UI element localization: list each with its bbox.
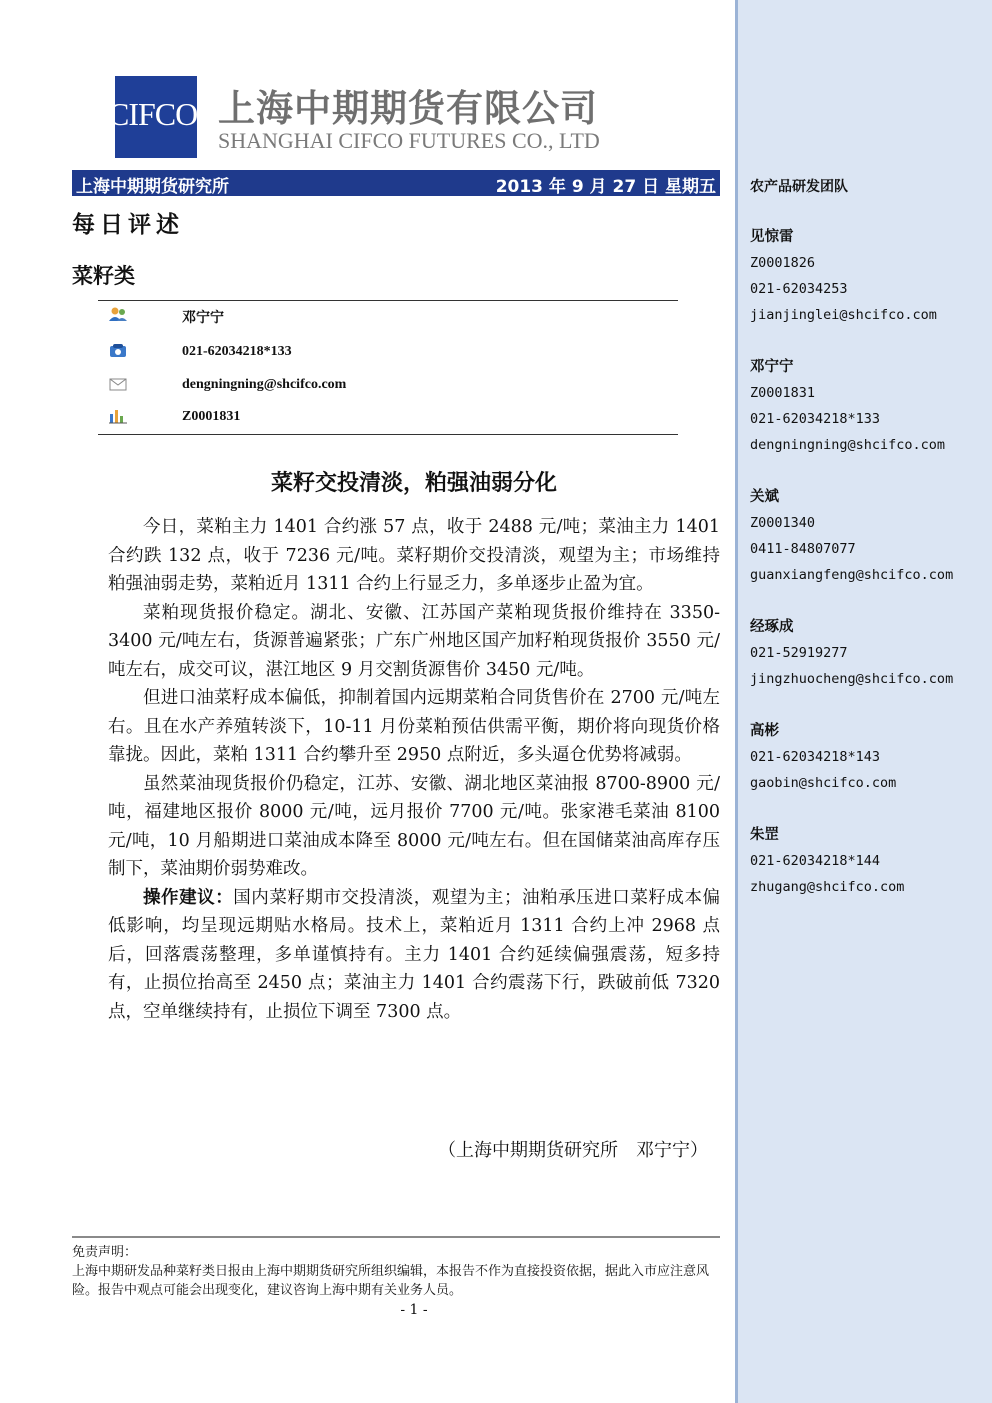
paragraph-text: 菜粕现货报价稳定。湖北、安徽、江苏国产菜粕现货报价维持在 3350-3400 元/吨左右，货源普遍紧张；广东广州地区国产加籽粕现货报价 3550 元/吨左右，成交可议，湛江地区 9 月交割货源售价 3450 元/吨。	[108, 602, 720, 680]
contact-name: 邓宁宁	[750, 359, 794, 375]
disclaimer-text: 上海中期研发品种菜籽类日报由上海中期期货研究所组织编辑，本报告不作为直接投资依据，据此入市应注意风险。报告中观点可能会出现变化，建议咨询上海中期有关业务人员。	[72, 1264, 710, 1298]
contact-phone: 021-62034218*144	[750, 853, 881, 869]
contact-card	[750, 484, 953, 588]
contact-card	[750, 614, 953, 692]
report-type: 每日评述	[72, 212, 184, 238]
contact-email[interactable]: dengningning@shcifco.com	[750, 437, 946, 453]
company-name-en: SHANGHAI CIFCO FUTURES CO., LTD	[218, 128, 600, 153]
contact-phone: 021-62034218*133	[750, 411, 881, 427]
author-email[interactable]: dengningning@shcifco.com	[182, 377, 347, 392]
author-phone: 021-62034218*133	[182, 344, 292, 359]
contact-card	[750, 822, 904, 900]
author-phone-row	[98, 341, 678, 371]
author-name-row	[98, 304, 678, 334]
contact-email[interactable]: jingzhuocheng@shcifco.com	[750, 671, 954, 687]
contact-name: 关斌	[750, 489, 779, 505]
author-name: 邓宁宁	[182, 311, 224, 326]
contact-card	[750, 354, 945, 458]
article-body	[108, 513, 720, 1026]
article-title: 菜籽交投清淡，粕强油弱分化	[270, 471, 557, 496]
mail-icon	[108, 376, 128, 392]
contact-card	[750, 718, 896, 796]
page-number: - 1 -	[400, 1302, 428, 1318]
contact-license: Z0001831	[750, 385, 816, 401]
divider	[72, 1236, 720, 1238]
contact-card	[750, 224, 937, 328]
report-date: 2013 年 9 月 27 日 星期五	[495, 177, 716, 197]
paragraph	[108, 513, 720, 599]
contact-email[interactable]: gaobin@shcifco.com	[750, 775, 897, 791]
institute-name: 上海中期期货研究所	[76, 177, 229, 197]
contact-name: 经琢成	[750, 619, 794, 635]
license-icon	[108, 408, 128, 424]
disclaimer	[72, 1243, 720, 1300]
contact-license: Z0001826	[750, 255, 816, 271]
paragraph-text: 国内菜籽期市交投清淡，观望为主；油粕承压进口菜籽成本偏低影响，均呈现远期贴水格局。技术上，菜粕近月 1311 合约上冲 2968 点后，回落震荡整理，多单谨慎持有。主力 1401 合约延续偏强震荡，短多持有，止损位抬高至 2450 点；菜油主力 1401 合约震荡下行，跌破前低 7320 点，空单继续持有，止损位下调至 7300 点。	[108, 887, 721, 1022]
signature: （上海中期期货研究所 邓宁宁）	[438, 1140, 708, 1161]
phone-icon	[108, 343, 128, 359]
contact-email[interactable]: guanxiangfeng@shcifco.com	[750, 567, 954, 583]
disclaimer-heading: 免责声明：	[72, 1245, 138, 1260]
paragraph-text: 虽然菜油现货报价仍稳定，江苏、安徽、湖北地区菜油报 8700-8900 元/吨，福建地区报价 8000 元/吨，远月报价 7700 元/吨。张家港毛菜油 8100 元/吨，10 月船期进口菜油成本降至 8000 元/吨左右。但在国储菜油高库存压制下，菜油期价弱势难改。	[108, 773, 720, 879]
paragraph	[108, 770, 720, 884]
author-license: Z0001831	[182, 409, 241, 424]
paragraph-text: 但进口油菜籽成本偏低，抑制着国内远期菜粕合同货售价在 2700 元/吨左右。且在水产养殖转淡下，10-11 月份菜粕预估供需平衡，期价将向现货价格靠拢。因此，菜粕 1311 合约攀升至 2950 点附近，多头逼仓优势将减弱。	[108, 688, 720, 765]
header-bar	[72, 170, 720, 196]
paragraph	[108, 684, 720, 770]
contact-email[interactable]: zhugang@shcifco.com	[750, 879, 905, 895]
paragraph	[108, 599, 720, 685]
author-license-row	[98, 406, 678, 436]
contact-email[interactable]: jianjinglei@shcifco.com	[750, 307, 937, 323]
company-name-cn: 上海中期期货有限公司	[218, 87, 598, 130]
advice-lead: 操作建议：	[143, 887, 234, 908]
author-info-box	[98, 300, 678, 435]
author-email-row	[98, 374, 678, 404]
logo-text: CIFCO	[108, 96, 198, 132]
contact-phone: 021-62034253	[750, 281, 848, 297]
contact-phone: 021-52919277	[750, 645, 848, 661]
contact-name: 见惊雷	[750, 229, 794, 245]
category-title: 菜籽类	[72, 264, 135, 288]
paragraph-text: 今日，菜粕主力 1401 合约涨 57 点，收于 2488 元/吨；菜油主力 1401 合约跌 132 点，收于 7236 元/吨。菜籽期价交投清淡，观望为主；市场维持粕强油弱走势，菜粕近月 1311 合约上行显乏力，多单逐步止盈为宜。	[108, 517, 720, 594]
contact-phone: 0411-84807077	[750, 541, 856, 557]
team-title: 农产品研发团队	[750, 179, 848, 195]
person-icon	[108, 306, 128, 322]
sidebar	[735, 0, 992, 1403]
paragraph	[108, 884, 720, 1027]
contact-license: Z0001340	[750, 515, 816, 531]
contact-name: 朱罡	[750, 827, 779, 843]
contact-phone: 021-62034218*143	[750, 749, 881, 765]
contact-name: 高彬	[750, 723, 779, 739]
